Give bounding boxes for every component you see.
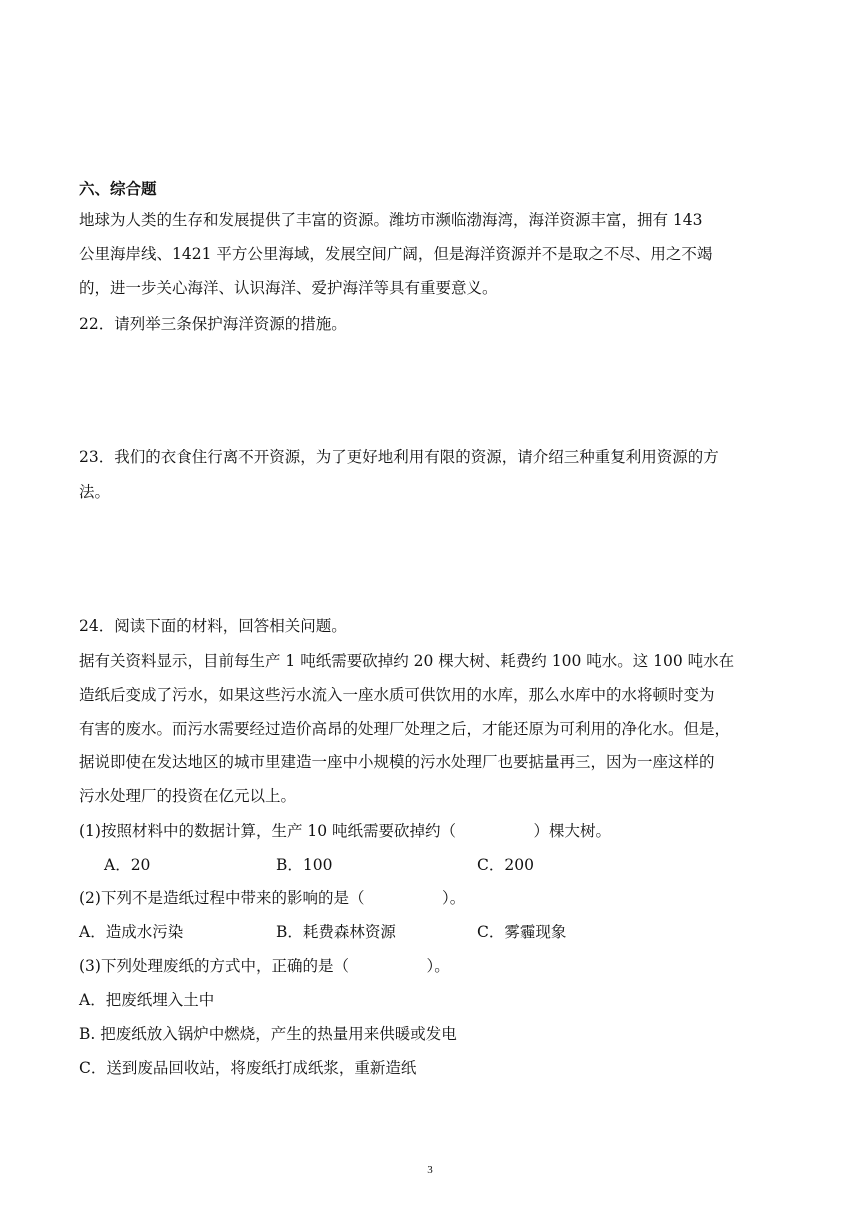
sub-question-1: (1)按照材料中的数据计算，生产 10 吨纸需要砍掉约（ ）棵大树。 xyxy=(79,822,612,840)
question-23-line: 法。 xyxy=(79,483,111,501)
material-line: 污水处理厂的投资在亿元以上。 xyxy=(79,787,297,805)
page-number: 3 xyxy=(427,1164,433,1176)
question-23-line: 23．我们的衣食住行离不开资源，为了更好地利用有限的资源，请介绍三种重复利用资源的方 xyxy=(79,448,719,466)
intro-line: 的，进一步关心海洋、认识海洋、爱护海洋等具有重要意义。 xyxy=(79,279,498,297)
sub-question-1-option-a: A．20 xyxy=(104,856,151,874)
intro-line: 地球为人类的生存和发展提供了丰富的资源。潍坊市濒临渤海湾，海洋资源丰富，拥有 143 xyxy=(79,211,703,229)
sub-question-2-option-b: B．耗费森林资源 xyxy=(276,923,396,941)
sub-question-3-option-b: B. 把废纸放入锅炉中燃烧，产生的热量用来供暖或发电 xyxy=(79,1025,457,1043)
material-line: 有害的废水。而污水需要经过造价高昂的处理厂处理之后，才能还原为可利用的净化水。但是， xyxy=(79,720,731,738)
material-line: 据说即使在发达地区的城市里建造一座中小规模的污水处理厂也要掂量再三，因为一座这样的 xyxy=(79,753,715,771)
sub-question-3-option-a: A．把废纸埋入土中 xyxy=(79,991,215,1009)
question-22: 22．请列举三条保护海洋资源的措施。 xyxy=(79,315,347,333)
sub-question-2-option-c: C．雾霾现象 xyxy=(477,923,567,941)
section-heading: 六、综合题 xyxy=(79,180,157,198)
material-line: 据有关资料显示，目前每生产 1 吨纸需要砍掉约 20 棵大树、耗费约 100 吨水。这 100 吨水在 xyxy=(79,652,735,670)
sub-question-2-option-a: A．造成水污染 xyxy=(79,923,184,941)
sub-question-3-option-c: C．送到废品回收站，将废纸打成纸浆，重新造纸 xyxy=(79,1059,417,1077)
sub-question-3: (3)下列处理废纸的方式中，正确的是（ ）。 xyxy=(79,957,450,975)
intro-line: 公里海岸线、1421 平方公里海域，发展空间广阔，但是海洋资源并不是取之不尽、用之不竭 xyxy=(79,245,713,263)
question-24-title: 24．阅读下面的材料，回答相关问题。 xyxy=(79,617,347,635)
sub-question-1-option-c: C．200 xyxy=(477,856,534,874)
material-line: 造纸后变成了污水，如果这些污水流入一座水质可供饮用的水库，那么水库中的水将顿时变为 xyxy=(79,686,715,704)
sub-question-1-option-b: B．100 xyxy=(276,856,333,874)
sub-question-2: (2)下列不是造纸过程中带来的影响的是（ ）。 xyxy=(79,889,466,907)
